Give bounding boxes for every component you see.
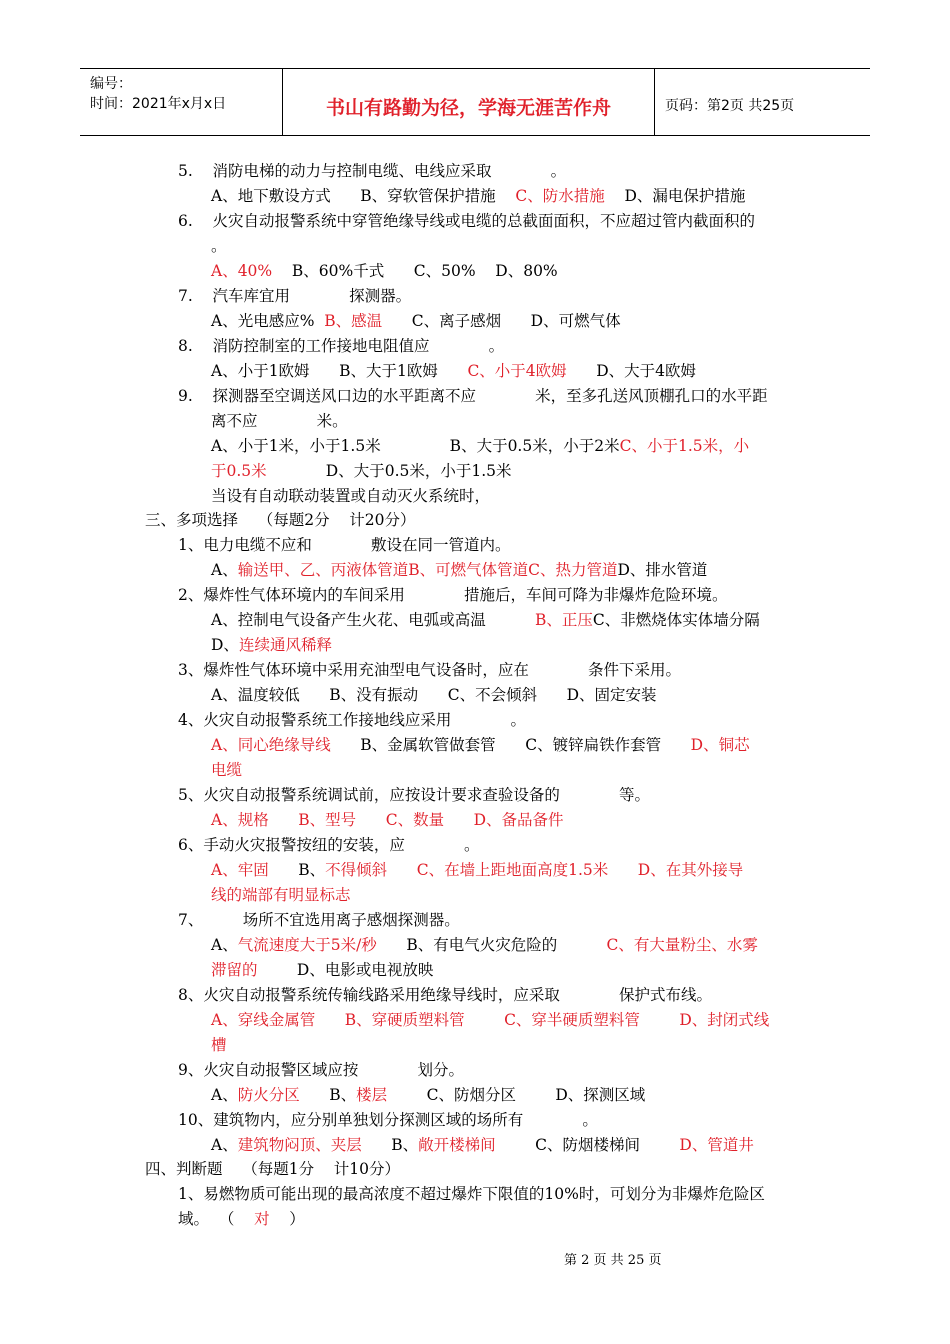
- question-5-options: [211, 187, 745, 205]
- option-text: A、地下敷设方式 B、穿软管保护措施: [211, 187, 516, 205]
- header-page-cell: [655, 69, 870, 135]
- question-8: 8. 消防控制室的工作接地电阻值应 。: [178, 337, 505, 355]
- option-text: B、: [299, 1086, 357, 1104]
- question-6: 6. 火灾自动报警系统中穿管绝缘导线或电缆的总截面面积，不应超过管内截面积的: [178, 212, 755, 230]
- judge-question-1-answer: [178, 1210, 305, 1228]
- page-header: [80, 68, 870, 136]
- question-5: 5. 消防电梯的动力与控制电缆、电线应采取 。: [178, 162, 567, 180]
- multi-question-10: 10、建筑物内，应分别单独划分探测区域的场所有 。: [178, 1111, 598, 1129]
- option-text: D、大于0.5米，小于1.5米: [266, 462, 512, 480]
- option-text: A、光电感应%: [211, 312, 325, 330]
- multi-question-8-options-2: 槽: [211, 1036, 227, 1054]
- option-text: A、小于1欧姆 B、大于1欧姆: [211, 362, 468, 380]
- option-text: D、大于4欧姆: [566, 362, 697, 380]
- question-9: 9. 探测器至空调送风口边的水平距离不应 米，至多孔送风顶棚孔口的水平距: [178, 387, 768, 405]
- answer-text: 防火分区: [237, 1086, 300, 1104]
- answer-text: D、铜芯: [690, 736, 750, 754]
- page-number: 页码：第2页 共25页: [665, 98, 795, 114]
- answer-text: 建筑物闷顶、夹层: [237, 1136, 362, 1154]
- page-footer: 第 2 页 共 25 页: [564, 1253, 662, 1268]
- answer-text: 楼层: [356, 1086, 388, 1104]
- answer-text: C、小于1.5米，小: [619, 437, 750, 455]
- answer-text: B、感温: [324, 312, 383, 330]
- option-text: B、: [268, 861, 326, 879]
- multi-question-5-options: A、规格 B、型号 C、数量 D、备品备件: [211, 811, 564, 829]
- answer-text: D、管道井: [679, 1136, 754, 1154]
- option-text: D、电影或电视放映: [257, 961, 434, 979]
- multi-question-2-options-2: [211, 636, 332, 654]
- section-true-false: 四、判断题 （每题1分 计10分）: [145, 1160, 401, 1178]
- answer-text: 对: [254, 1210, 270, 1228]
- question-8-options: [211, 362, 696, 380]
- multi-question-4-options-2: [211, 761, 242, 779]
- option-text: B、60%千式 C、50% D、80%: [272, 262, 558, 280]
- answer-text: 不得倾斜: [325, 861, 388, 879]
- option-text: ）: [269, 1210, 305, 1228]
- motto: 书山有路勤为径，学海无涯苦作舟: [325, 97, 611, 119]
- multi-question-9-options: [211, 1086, 645, 1104]
- answer-text: C、在墙上距地面高度1.5米 D、在其外接导: [387, 861, 744, 879]
- answer-text: 于0.5米: [211, 462, 267, 480]
- header-motto-cell: [283, 69, 655, 135]
- option-text: 域。 （: [178, 1210, 255, 1228]
- multi-question-1: 1、电力电缆不应和 敷设在同一管道内。: [178, 536, 511, 554]
- multi-question-5: 5、火灾自动报警系统调试前，应按设计要求查验设备的 等。: [178, 786, 650, 804]
- question-6-tail: 。: [211, 237, 227, 255]
- option-text: C、防烟分区 D、探测区域: [387, 1086, 646, 1104]
- multi-question-7: 7、 场所不宜选用离子感烟探测器。: [178, 911, 460, 929]
- multi-question-4: 4、火灾自动报警系统工作接地线应采用 。: [178, 711, 526, 729]
- header-meta-cell: [80, 69, 283, 135]
- answer-text: A、牢固: [211, 861, 269, 879]
- option-text: B、金属软管做套管 C、镀锌扁铁作套管: [330, 736, 691, 754]
- section-multiple-choice: 三、多项选择 （每题2分 计20分）: [145, 511, 416, 529]
- answer-text: 敞开楼梯间: [418, 1136, 496, 1154]
- document-date: 时间：2021年x月x日: [90, 96, 227, 112]
- stray-note: 当设有自动联动装置或自动灭火系统时，: [211, 487, 491, 505]
- multi-question-2: 2、爆炸性气体环境内的车间采用 措施后，车间可降为非爆炸危险环境。: [178, 586, 728, 604]
- multi-question-1-options: A、输送甲、乙、丙液体管道B、可燃气体管道C、热力管道D、排水管道: [211, 561, 708, 579]
- option-text: C、非燃烧体实体墙分隔: [592, 611, 760, 629]
- multi-question-2-options: [211, 611, 760, 629]
- answer-text: C、有大量粉尘、水雾: [606, 936, 758, 954]
- option-text: A、: [211, 1086, 238, 1104]
- answer-text: 气流速度大于5米/秒: [237, 936, 377, 954]
- multi-question-7-options: [211, 936, 758, 954]
- option-text: A、控制电气设备产生火花、电弧或高温: [211, 611, 535, 629]
- option-text: C、防烟楼梯间: [495, 1136, 680, 1154]
- option-text: A、: [211, 936, 238, 954]
- answer-text: 输送甲、乙、丙液体管道B、可燃气体管道C、热力管道: [237, 561, 618, 579]
- option-text: D、漏电保护措施: [604, 187, 746, 205]
- answer-text: A、40%: [211, 262, 273, 280]
- multi-question-6-options-2: 线的端部有明显标志: [211, 886, 351, 904]
- multi-question-3-options: A、温度较低 B、没有振动 C、不会倾斜 D、固定安装: [211, 686, 657, 704]
- option-text: D、排水管道: [617, 561, 708, 579]
- answer-text: 电缆: [211, 761, 243, 779]
- multi-question-6: 6、手动火灾报警按纽的安装，应 。: [178, 836, 480, 854]
- question-7: 7. 汽车库宜用 探测器。: [178, 287, 412, 305]
- answer-text: C、小于4欧姆: [467, 362, 567, 380]
- judge-question-1: 1、易燃物质可能出现的最高浓度不超过爆炸下限值的10%时，可划分为非爆炸危险区: [178, 1185, 765, 1203]
- answer-text: A、同心绝缘导线: [211, 736, 331, 754]
- answer-text: B、正压: [534, 611, 593, 629]
- multi-question-10-options: [211, 1136, 754, 1154]
- question-9-options-2: [211, 462, 512, 480]
- option-text: A、小于1米，小于1.5米 B、大于0.5米，小于2米: [211, 437, 620, 455]
- option-text: B、: [361, 1136, 419, 1154]
- multi-question-6-options: [211, 861, 743, 879]
- option-text: A、: [211, 1136, 238, 1154]
- answer-text: C、防水措施: [515, 187, 605, 205]
- multi-question-7-options-2: [211, 961, 433, 979]
- answer-text: 滞留的: [211, 961, 258, 979]
- document-code: 编号：: [90, 76, 132, 92]
- question-9-options: [211, 437, 749, 455]
- question-7-options: [211, 312, 621, 330]
- option-text: C、离子感烟 D、可燃气体: [382, 312, 621, 330]
- multi-question-8: 8、火灾自动报警系统传输线路采用绝缘导线时，应采取 保护式布线。: [178, 986, 712, 1004]
- multi-question-3: 3、爆炸性气体环境中采用充油型电气设备时，应在 条件下采用。: [178, 661, 681, 679]
- multi-question-4-options: [211, 736, 750, 754]
- answer-text: 连续通风稀释: [238, 636, 332, 654]
- multi-question-9: 9、火灾自动报警区域应按 划分。: [178, 1061, 464, 1079]
- question-6-options: [211, 262, 558, 280]
- multi-question-8-options: A、穿线金属管 B、穿硬质塑料管 C、穿半硬质塑料管 D、封闭式线: [211, 1011, 770, 1029]
- question-9-tail: 离不应 米。: [211, 412, 348, 430]
- option-text: B、有电气火灾危险的: [376, 936, 607, 954]
- option-text: D、: [211, 636, 239, 654]
